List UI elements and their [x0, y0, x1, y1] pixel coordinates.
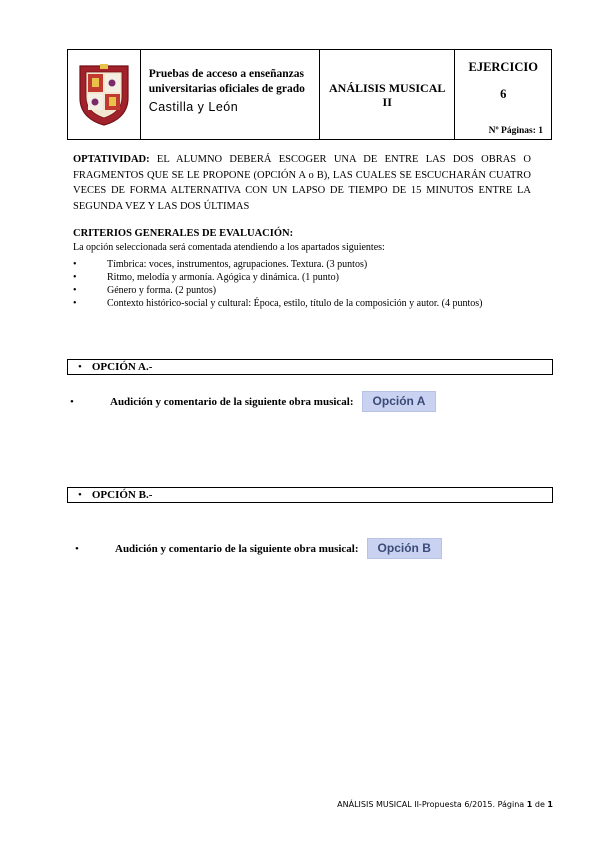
- footer-prefix: ANÁLISIS MUSICAL II-Propuesta 6/2015. Página: [337, 800, 527, 809]
- page-count: Nº Páginas: 1: [488, 126, 544, 136]
- list-item: [73, 297, 482, 310]
- page-footer: [337, 800, 553, 809]
- bullet-icon: •: [73, 272, 77, 283]
- header-table: [67, 49, 552, 140]
- subject-cell: [320, 50, 455, 139]
- criterios-title: CRITERIOS GENERALES DE EVALUACIÓN:: [73, 228, 294, 239]
- optatividad-paragraph: [73, 152, 531, 214]
- bullet-icon: •: [78, 361, 82, 373]
- bullet-icon: •: [75, 542, 79, 555]
- option-b-audicion-text: Audición y comentario de la siguiente obra musical:: [115, 542, 359, 555]
- list-item: [73, 271, 482, 284]
- list-item-text: Género y forma. (2 puntos): [107, 285, 217, 296]
- criterios-intro: La opción seleccionada será comentada atendiendo a los apartados siguientes:: [73, 242, 385, 253]
- footer-total: 1: [547, 800, 553, 809]
- option-b-heading: OPCIÓN B.-: [91, 489, 153, 501]
- university-seal-icon: [78, 64, 130, 126]
- option-a-audicion-text: Audición y comentario de la siguiente obra musical:: [110, 395, 354, 408]
- footer-page: 1: [526, 800, 533, 809]
- bullet-icon: •: [73, 298, 77, 309]
- option-a-button[interactable]: Opción A: [362, 391, 437, 412]
- institution-line-1: Pruebas de acceso a enseñanzas: [148, 68, 304, 80]
- criterios-list: [73, 258, 482, 310]
- exercise-number: 6: [500, 87, 507, 101]
- bullet-icon: •: [70, 395, 74, 408]
- logo-cell: [68, 50, 141, 139]
- option-b-button[interactable]: Opción B: [367, 538, 442, 559]
- optatividad-text: EL ALUMNO DEBERÁ ESCOGER UNA DE ENTRE LAS DOS OBRAS O FRAGMENTOS QUE SE LE PROPONE (OPCIÓN A o B), LAS CUALES SE ESCUCHARÁN CUATRO VECES DE FORMA ALTERNATIVA CON UN LAPSO DE TIEMPO DE 15 MINUTOS ENTRE LA SEGUNDA VEZ Y LAS DOS ÚLTIMAS: [73, 154, 531, 212]
- subject-line-2: II: [382, 94, 392, 109]
- option-b-audicion: [75, 538, 442, 559]
- footer-of: de: [532, 800, 548, 809]
- option-a-heading-box: [67, 359, 553, 375]
- bullet-icon: •: [78, 489, 82, 501]
- region-label: Castilla y León: [148, 100, 239, 114]
- list-item-text: Ritmo, melodía y armonía. Agógica y dinámica. (1 punto): [107, 272, 339, 283]
- exercise-label: EJERCICIO: [468, 60, 538, 74]
- list-item-text: Contexto histórico-social y cultural: Época, estilo, título de la composición y autor. (4 puntos): [107, 298, 483, 309]
- optatividad-label: OPTATIVIDAD:: [73, 154, 150, 165]
- subject-title: [329, 81, 445, 109]
- list-item-text: Tímbrica: voces, instrumentos, agrupaciones. Textura. (3 puntos): [107, 259, 368, 270]
- exercise-cell: [455, 50, 551, 139]
- option-a-heading: OPCIÓN A.-: [91, 361, 153, 373]
- list-item: [73, 284, 482, 297]
- list-item: [73, 258, 482, 271]
- institution-line-2: universitarias oficiales de grado: [148, 83, 305, 95]
- bullet-icon: •: [73, 285, 77, 296]
- subject-line-1: ANÁLISIS MUSICAL: [329, 80, 446, 95]
- option-a-audicion: [70, 391, 436, 412]
- institution-cell: [141, 50, 320, 139]
- bullet-icon: •: [73, 259, 77, 270]
- option-b-heading-box: [67, 487, 553, 503]
